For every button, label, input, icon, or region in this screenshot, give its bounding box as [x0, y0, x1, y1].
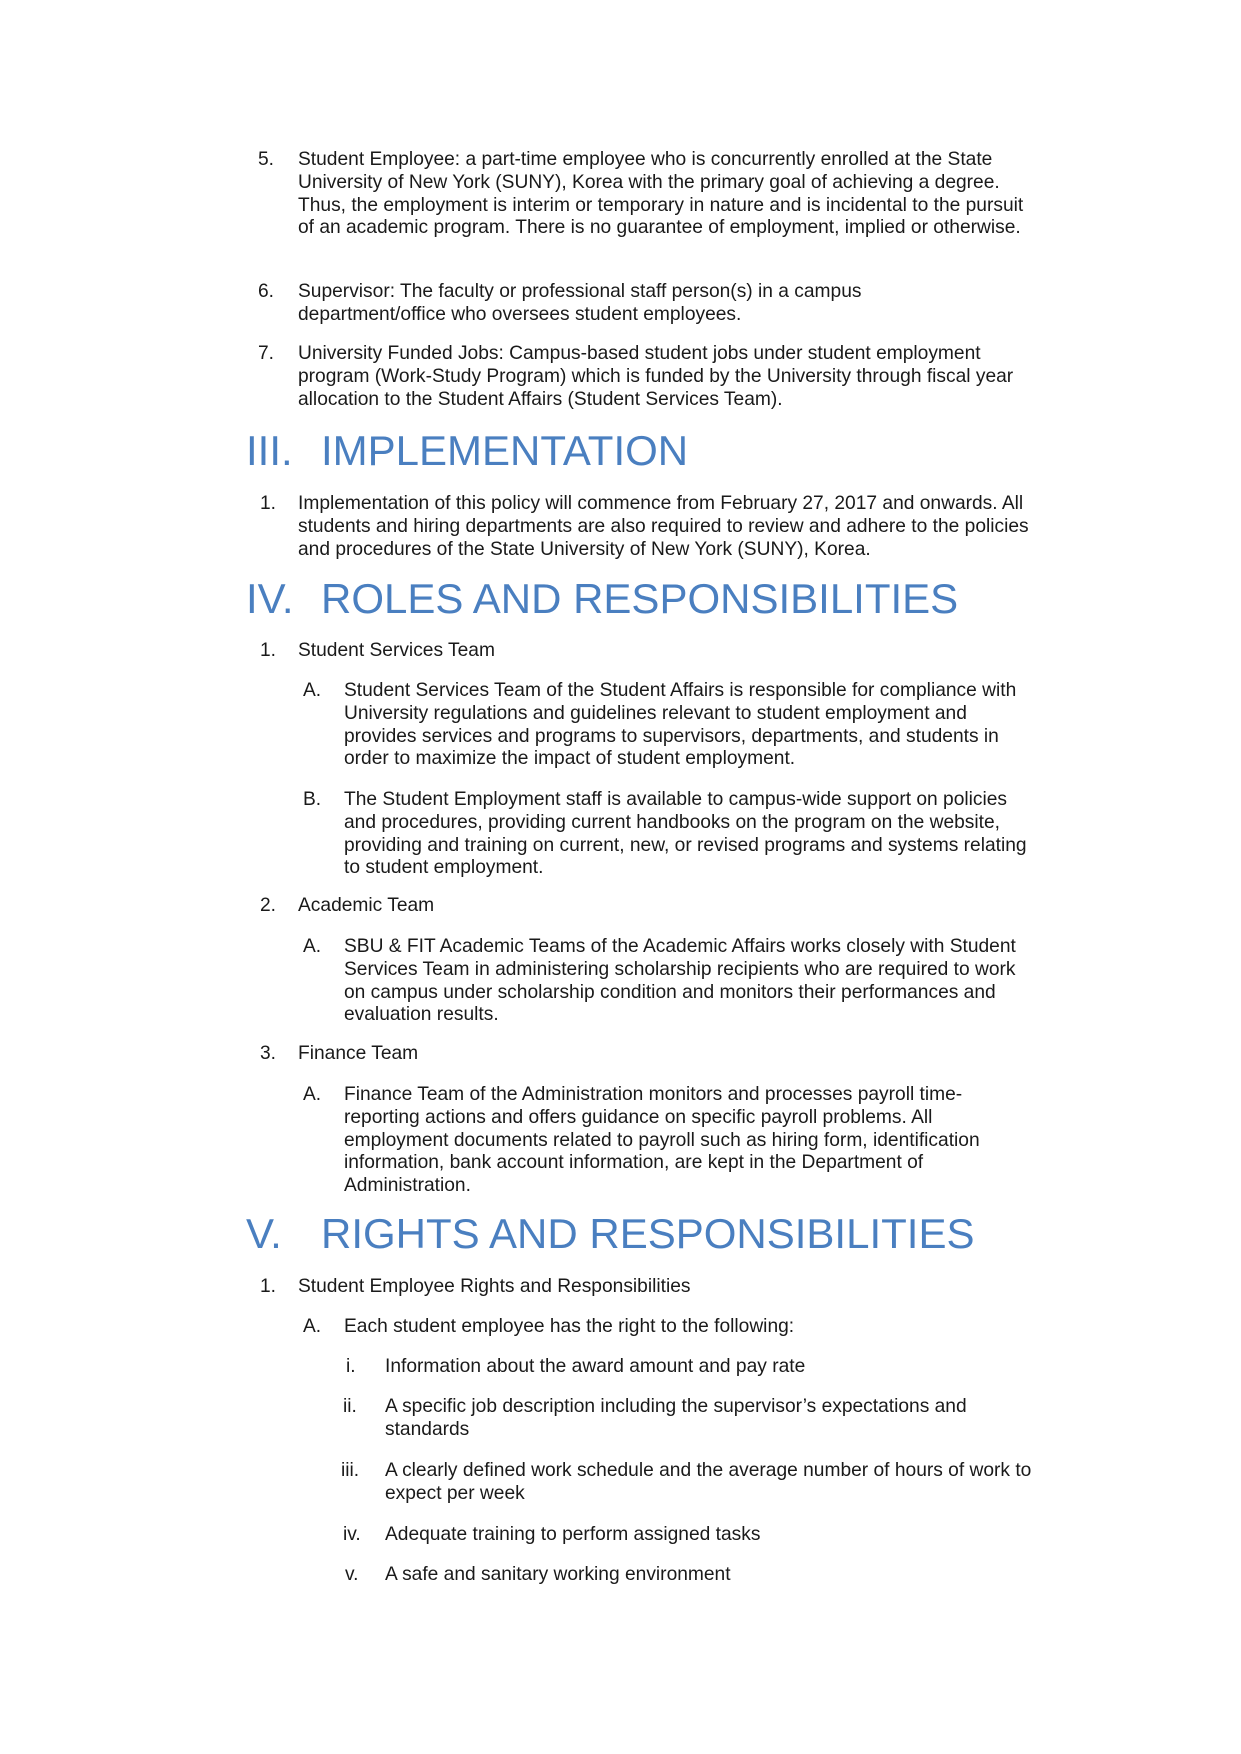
list-text: A safe and sanitary working environment — [385, 1564, 731, 1585]
list-roman: v. — [345, 1564, 359, 1585]
list-text: Information about the award amount and pay rate — [385, 1356, 806, 1377]
list-text: Supervisor: The faculty or professional staff person(s) in a campus department/office who oversees student employees. — [298, 281, 862, 325]
list-number: 3. — [260, 1043, 277, 1064]
section-title: IMPLEMENTATION — [321, 427, 689, 474]
list-text: A clearly defined work schedule and the average number of hours of work to expect per week — [385, 1460, 1032, 1504]
list-text: University Funded Jobs: Campus-based student jobs under student employment program (Work-Study Program) which is funded by the University through fiscal year allocation to the Student Affairs (Student Services Team). — [298, 343, 1014, 410]
list-roman: ii. — [343, 1396, 357, 1417]
list-number: 1. — [260, 493, 277, 514]
list-text: Student Employee: a part-time employee who is concurrently enrolled at the State University of New York (SUNY), Korea with the primary goal of achieving a degree. Thus, the employment is interim or temporary in nature and is incidental to the pursuit of an academic program. There is no guarantee of employment, implied or otherwise. — [298, 149, 1024, 239]
list-roman: i. — [346, 1356, 356, 1377]
list-roman: iv. — [343, 1524, 361, 1545]
section-title: ROLES AND RESPONSIBILITIES — [321, 575, 959, 622]
section-number: IV. — [246, 575, 294, 622]
list-number: 6. — [258, 281, 275, 302]
list-text: Student Employee Rights and Responsibilities — [298, 1276, 691, 1297]
list-text: Implementation of this policy will commence from February 27, 2017 and onwards. All students and hiring departments are also required to review and adhere to the policies and procedures of the State University of New York (SUNY), Korea. — [298, 493, 1029, 560]
list-letter: A. — [303, 1316, 322, 1337]
list-text: The Student Employment staff is available to campus-wide support on policies and procedures, providing current handbooks on the program on the website, providing and training on current, new, or revised programs and systems relating to student employment. — [344, 789, 1027, 879]
list-letter: A. — [303, 1084, 322, 1105]
list-text: A specific job description including the supervisor’s expectations and standards — [385, 1396, 967, 1440]
list-roman: iii. — [341, 1460, 360, 1481]
list-number: 1. — [260, 1276, 277, 1297]
list-text: SBU & FIT Academic Teams of the Academic Affairs works closely with Student Services Team in administering scholarship recipients who are required to work on campus under scholarship condition and monitors their performances and evaluation results. — [344, 936, 1016, 1026]
list-text: Finance Team of the Administration monitors and processes payroll time-reporting actions and offers guidance on specific payroll problems. All employment documents related to payroll such as hiring form, identification information, bank account information, are kept in the Department of Administration. — [344, 1084, 980, 1197]
list-text: Finance Team — [298, 1043, 419, 1064]
list-number: 5. — [258, 149, 275, 170]
section-number: III. — [246, 427, 293, 474]
list-letter: A. — [303, 680, 322, 701]
list-number: 1. — [260, 640, 277, 661]
section-title: RIGHTS AND RESPONSIBILITIES — [321, 1210, 975, 1257]
list-text: Student Services Team — [298, 640, 495, 661]
list-text: Adequate training to perform assigned tasks — [385, 1524, 761, 1545]
list-letter: B. — [303, 789, 322, 810]
list-text: Student Services Team of the Student Affairs is responsible for compliance with University regulations and guidelines relevant to student employment and provides services and programs to supervisors, departments, and students in order to maximize the impact of student employment. — [344, 680, 1017, 770]
section-number: V. — [246, 1210, 282, 1257]
list-text: Academic Team — [298, 895, 435, 916]
list-letter: A. — [303, 936, 322, 957]
list-text: Each student employee has the right to the following: — [344, 1316, 795, 1337]
list-number: 7. — [258, 343, 275, 364]
list-number: 2. — [260, 895, 277, 916]
